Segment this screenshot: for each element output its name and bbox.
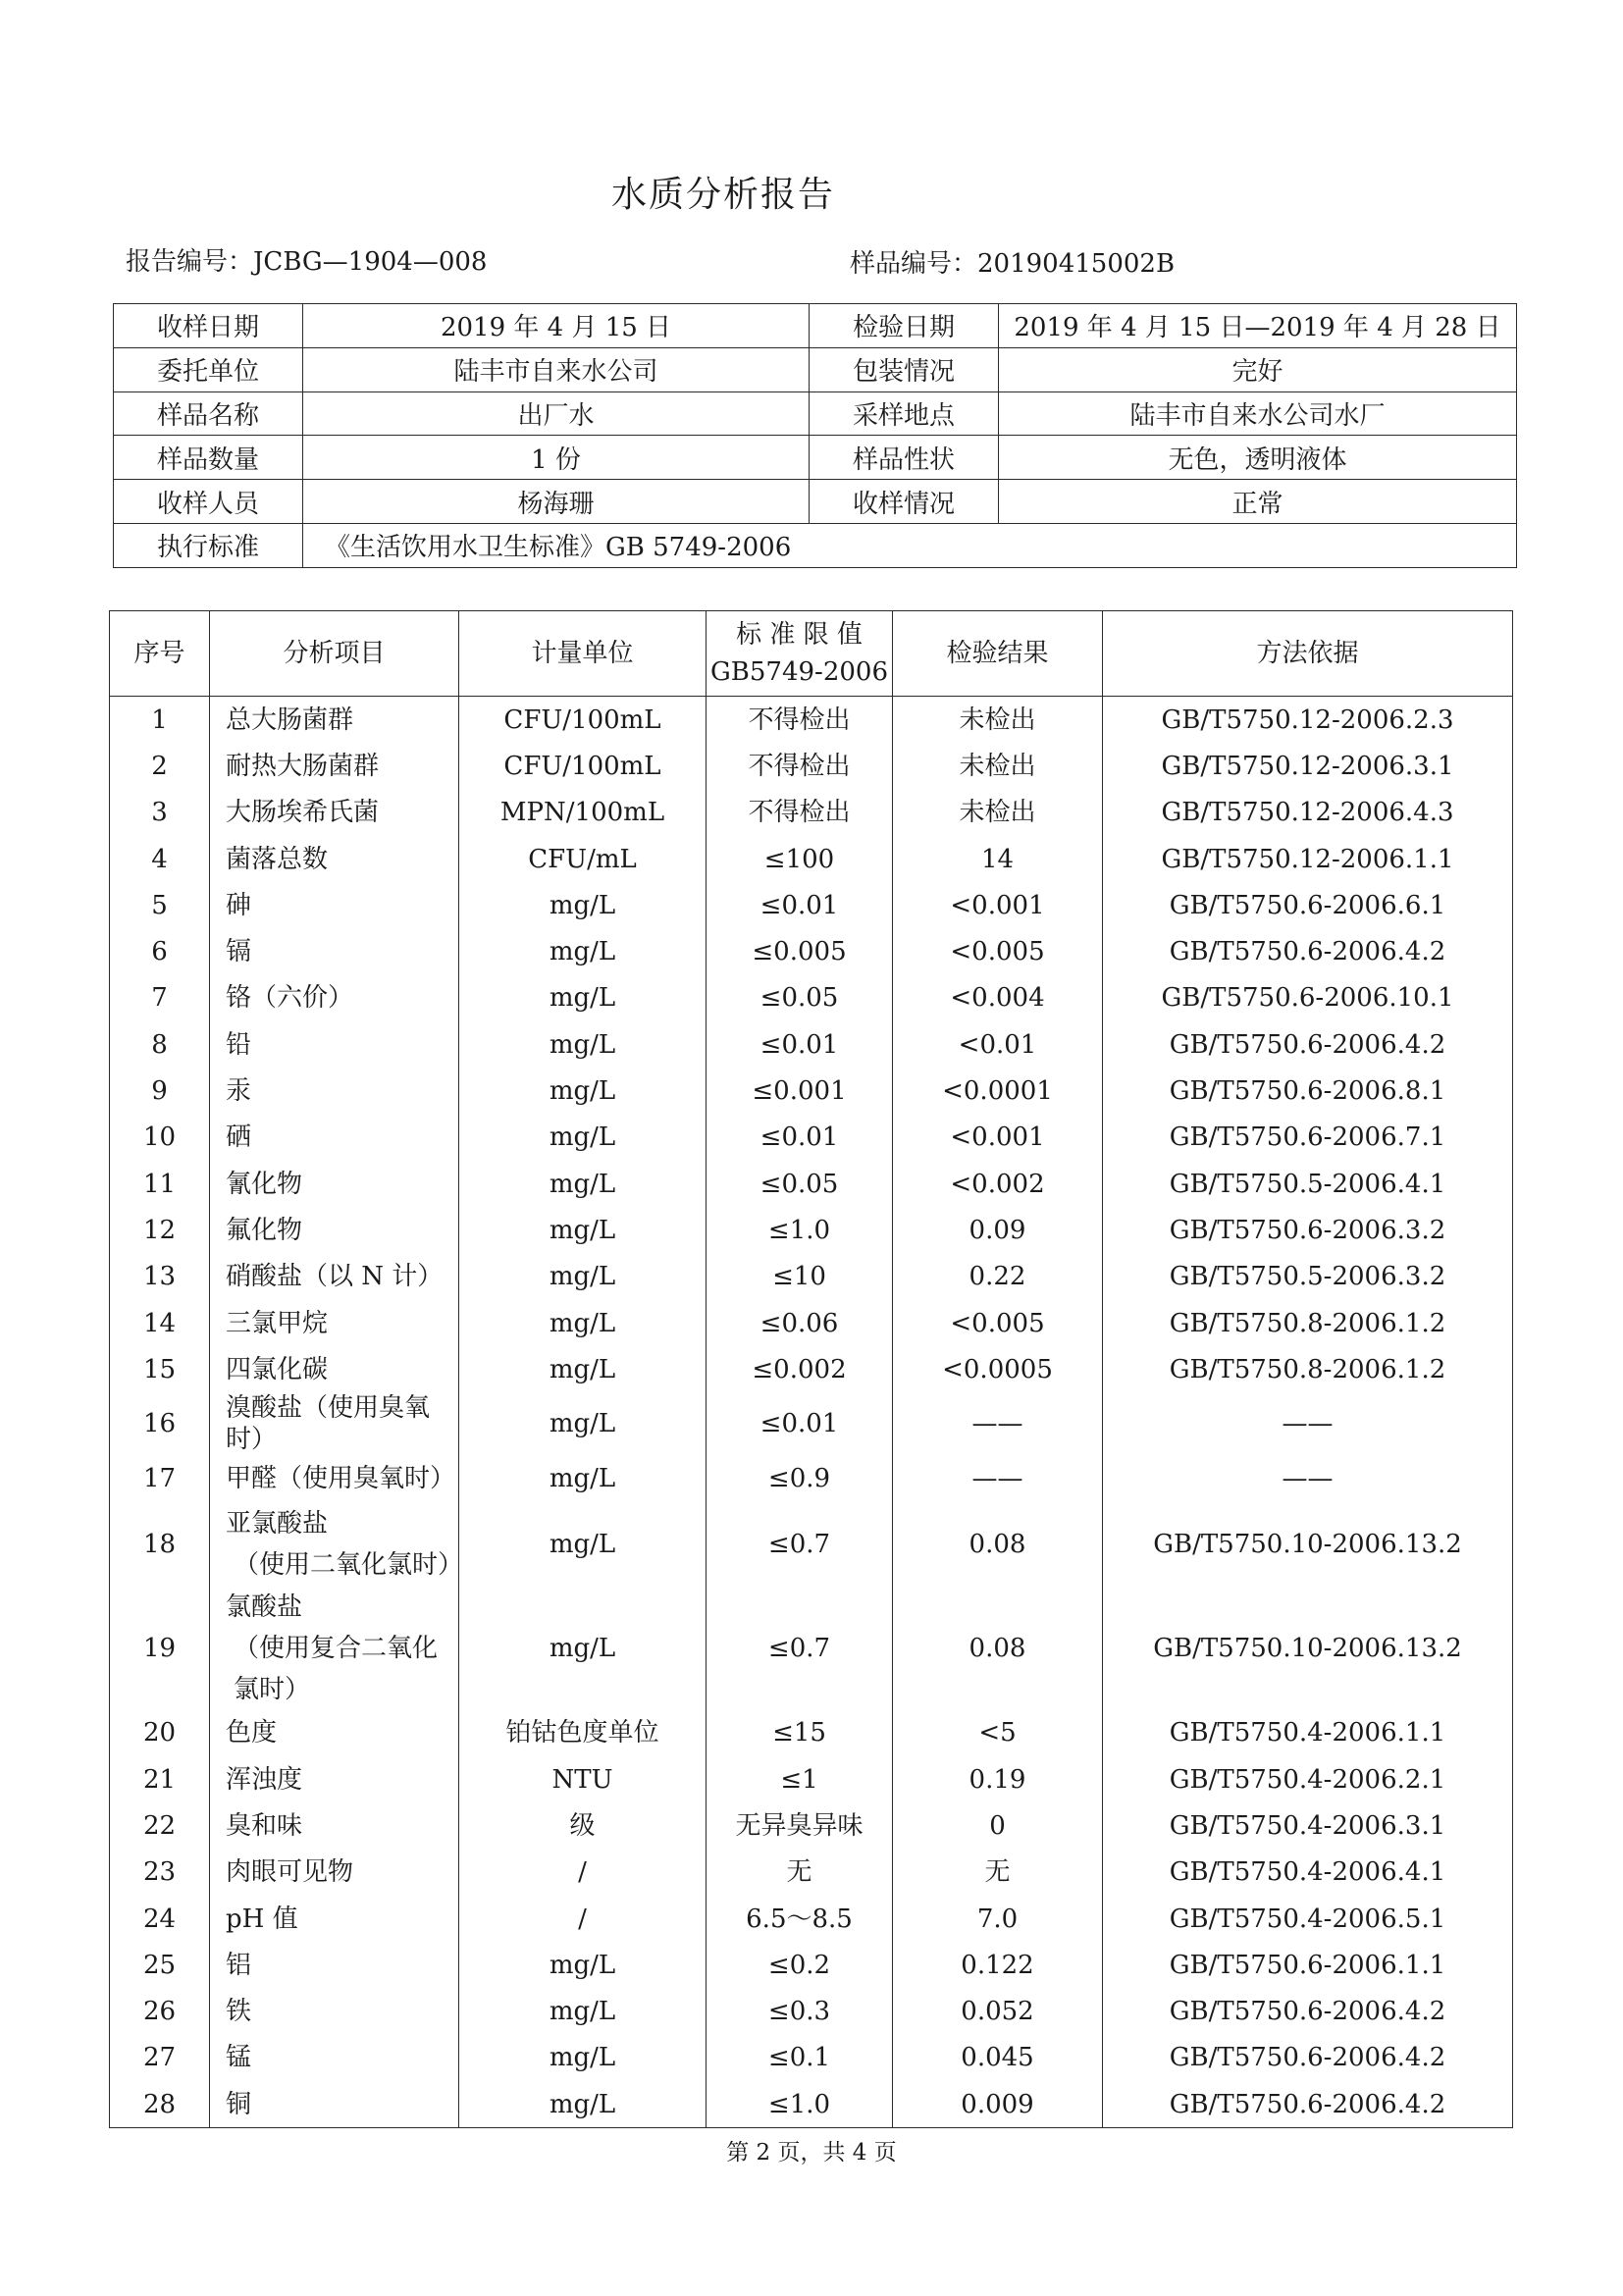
item-name: 氟化物 <box>226 1215 303 1245</box>
cell-method: GB/T5750.5-2006.3.2 <box>1103 1254 1513 1300</box>
cell-unit: mg/L <box>459 1455 707 1501</box>
table-header-row <box>110 611 1513 697</box>
cell-limit: 6.5～8.5 <box>707 1896 893 1942</box>
table-row <box>110 975 1513 1021</box>
item-name: 亚氯酸盐 <box>226 1508 329 1539</box>
cell-no: 9 <box>110 1068 210 1114</box>
cell-no: 24 <box>110 1896 210 1942</box>
item-name: pH 值 <box>226 1904 298 1934</box>
info-value: 正常 <box>999 480 1517 524</box>
cell-limit: ≤1.0 <box>707 2081 893 2128</box>
cell-unit: / <box>459 1896 707 1942</box>
cell-item <box>210 790 459 836</box>
cell-limit: ≤0.2 <box>707 1942 893 1988</box>
cell-no: 11 <box>110 1161 210 1207</box>
cell-result: <0.0005 <box>893 1346 1103 1392</box>
cell-result: <0.0001 <box>893 1068 1103 1114</box>
item-name: 铝 <box>226 1950 252 1980</box>
cell-item <box>210 1756 459 1802</box>
info-label: 检验日期 <box>810 304 999 348</box>
table-row <box>110 1300 1513 1346</box>
cell-no: 25 <box>110 1942 210 1988</box>
cell-unit: mg/L <box>459 1989 707 2035</box>
cell-result: 0.122 <box>893 1942 1103 1988</box>
cell-no: 13 <box>110 1254 210 1300</box>
cell-method: GB/T5750.6-2006.7.1 <box>1103 1115 1513 1161</box>
cell-method: GB/T5750.6-2006.4.2 <box>1103 1989 1513 2035</box>
table-row <box>110 1207 1513 1253</box>
item-name: 菌落总数 <box>226 844 329 874</box>
header-method: 方法依据 <box>1103 611 1513 697</box>
item-name: 锰 <box>226 2043 252 2073</box>
cell-method: GB/T5750.6-2006.10.1 <box>1103 975 1513 1021</box>
item-name: 臭和味 <box>226 1810 303 1841</box>
info-label: 包装情况 <box>810 347 999 391</box>
cell-item <box>210 1455 459 1501</box>
cell-unit: mg/L <box>459 882 707 928</box>
cell-item <box>210 882 459 928</box>
cell-no: 18 <box>110 1502 210 1587</box>
table-row <box>110 790 1513 836</box>
cell-unit: mg/L <box>459 1207 707 1253</box>
cell-unit: mg/L <box>459 1068 707 1114</box>
cell-no: 6 <box>110 928 210 974</box>
info-label: 收样日期 <box>114 304 303 348</box>
header-limit <box>707 611 893 697</box>
header-limit-standard: GB5749-2006 <box>710 657 888 687</box>
cell-no: 4 <box>110 836 210 882</box>
cell-unit: / <box>459 1850 707 1896</box>
cell-item <box>210 697 459 744</box>
table-row <box>110 1710 1513 1756</box>
cell-unit: mg/L <box>459 1021 707 1068</box>
report-title: 水质分析报告 <box>610 175 835 215</box>
header-result: 检验结果 <box>893 611 1103 697</box>
cell-item <box>210 2081 459 2128</box>
info-value: 完好 <box>999 347 1517 391</box>
info-row <box>114 391 1517 436</box>
table-row <box>110 1756 1513 1802</box>
info-value: 陆丰市自来水公司 <box>303 347 810 391</box>
report-number: 报告编号：JCBG—1904—008 <box>126 247 488 277</box>
cell-no: 2 <box>110 743 210 789</box>
cell-item <box>210 1502 464 1587</box>
cell-unit: 级 <box>459 1802 707 1849</box>
cell-no: 17 <box>110 1455 210 1501</box>
table-row <box>110 1392 1513 1455</box>
cell-no: 1 <box>110 697 210 744</box>
cell-no: 20 <box>110 1710 210 1756</box>
cell-unit: MPN/100mL <box>459 790 707 836</box>
item-name: 铅 <box>226 1029 252 1060</box>
cell-method: —— <box>1103 1455 1513 1501</box>
cell-limit: ≤1 <box>707 1756 893 1802</box>
cell-item <box>210 1896 459 1942</box>
cell-unit: 铂钴色度单位 <box>459 1710 707 1756</box>
info-value: 杨海珊 <box>303 480 810 524</box>
table-row <box>110 1161 1513 1207</box>
cell-unit: mg/L <box>459 1254 707 1300</box>
cell-item <box>210 1850 459 1896</box>
cell-limit: ≤0.01 <box>707 1392 893 1455</box>
table-row <box>110 882 1513 928</box>
cell-result: —— <box>893 1455 1103 1501</box>
info-label: 采样地点 <box>810 391 999 436</box>
cell-limit: ≤0.7 <box>707 1587 893 1710</box>
header-item: 分析项目 <box>210 611 459 697</box>
cell-limit: ≤0.005 <box>707 928 893 974</box>
cell-result: <0.005 <box>893 928 1103 974</box>
cell-method: GB/T5750.12-2006.1.1 <box>1103 836 1513 882</box>
cell-unit: mg/L <box>459 1502 707 1587</box>
cell-no: 28 <box>110 2081 210 2128</box>
cell-item <box>210 1802 459 1849</box>
cell-method: GB/T5750.6-2006.6.1 <box>1103 882 1513 928</box>
cell-no: 16 <box>110 1392 210 1455</box>
cell-item <box>210 975 459 1021</box>
cell-limit: ≤0.9 <box>707 1455 893 1501</box>
info-label: 收样人员 <box>114 480 303 524</box>
cell-method: GB/T5750.8-2006.1.2 <box>1103 1300 1513 1346</box>
table-row <box>110 697 1513 744</box>
cell-limit: ≤0.05 <box>707 975 893 1021</box>
page-footer: 第 2 页，共 4 页 <box>726 2140 897 2166</box>
cell-item <box>210 1161 459 1207</box>
cell-item <box>210 1989 459 2035</box>
cell-method: GB/T5750.6-2006.8.1 <box>1103 1068 1513 1114</box>
cell-result: <0.001 <box>893 882 1103 928</box>
cell-no: 10 <box>110 1115 210 1161</box>
cell-limit: 无异臭异味 <box>707 1802 893 1849</box>
cell-method: GB/T5750.10-2006.13.2 <box>1103 1502 1513 1587</box>
table-row <box>110 1115 1513 1161</box>
item-name: 砷 <box>226 890 252 920</box>
cell-result: 14 <box>893 836 1103 882</box>
cell-result: <5 <box>893 1710 1103 1756</box>
cell-no: 5 <box>110 882 210 928</box>
cell-no: 19 <box>110 1587 210 1710</box>
cell-unit: mg/L <box>459 1115 707 1161</box>
cell-limit: ≤0.3 <box>707 1989 893 2035</box>
item-name: 铜 <box>226 2089 252 2119</box>
cell-no: 23 <box>110 1850 210 1896</box>
info-label: 委托单位 <box>114 347 303 391</box>
cell-result: 0.22 <box>893 1254 1103 1300</box>
cell-unit: CFU/100mL <box>459 743 707 789</box>
cell-method: GB/T5750.4-2006.2.1 <box>1103 1756 1513 1802</box>
cell-result: 未检出 <box>893 743 1103 789</box>
table-row <box>110 1802 1513 1849</box>
cell-unit: mg/L <box>459 2035 707 2081</box>
cell-method: —— <box>1103 1392 1513 1455</box>
cell-no: 14 <box>110 1300 210 1346</box>
cell-result: 无 <box>893 1850 1103 1896</box>
cell-result: 0.009 <box>893 2081 1103 2128</box>
cell-unit: mg/L <box>459 1587 707 1710</box>
cell-limit: 不得检出 <box>707 697 893 744</box>
item-name: 铁 <box>226 1997 252 2027</box>
cell-limit: ≤0.05 <box>707 1161 893 1207</box>
item-name: 硝酸盐（以 N 计） <box>226 1262 444 1292</box>
table-row <box>110 1068 1513 1114</box>
item-condition: （使用复合二氧化氯时） <box>234 1633 439 1704</box>
cell-item <box>210 1346 459 1392</box>
cell-limit: ≤0.002 <box>707 1346 893 1392</box>
cell-method: GB/T5750.4-2006.4.1 <box>1103 1850 1513 1896</box>
cell-unit: CFU/mL <box>459 836 707 882</box>
cell-unit: CFU/100mL <box>459 697 707 744</box>
cell-item <box>210 1207 459 1253</box>
cell-method: GB/T5750.8-2006.1.2 <box>1103 1346 1513 1392</box>
cell-item <box>210 1587 459 1710</box>
cell-item <box>210 928 459 974</box>
cell-no: 3 <box>110 790 210 836</box>
item-name: 大肠埃希氏菌 <box>226 798 380 828</box>
info-standard-value: 《生活饮用水卫生标准》GB 5749-2006 <box>303 523 1517 567</box>
item-name: 溴酸盐（使用臭氧时） <box>226 1393 431 1455</box>
cell-result: 0 <box>893 1802 1103 1849</box>
table-row <box>110 1254 1513 1300</box>
sample-number: 样品编号：20190415002B <box>850 249 1176 279</box>
item-name: 色度 <box>226 1718 278 1748</box>
cell-no: 26 <box>110 1989 210 2035</box>
cell-item <box>210 1068 459 1114</box>
cell-limit: ≤15 <box>707 1710 893 1756</box>
header-unit: 计量单位 <box>459 611 707 697</box>
item-name: 总大肠菌群 <box>226 704 354 735</box>
info-label: 样品名称 <box>114 391 303 436</box>
info-value: 1 份 <box>303 436 810 480</box>
cell-result: 0.052 <box>893 1989 1103 2035</box>
sample-info-table <box>113 303 1517 568</box>
cell-unit: mg/L <box>459 975 707 1021</box>
info-label: 样品性状 <box>810 436 999 480</box>
item-name: 硒 <box>226 1122 252 1153</box>
cell-limit: 无 <box>707 1850 893 1896</box>
cell-method: GB/T5750.12-2006.4.3 <box>1103 790 1513 836</box>
info-value: 2019 年 4 月 15 日 <box>303 304 810 348</box>
cell-result: <0.004 <box>893 975 1103 1021</box>
cell-no: 21 <box>110 1756 210 1802</box>
table-row <box>110 1455 1513 1501</box>
cell-no: 27 <box>110 2035 210 2081</box>
cell-no: 15 <box>110 1346 210 1392</box>
cell-result: 未检出 <box>893 697 1103 744</box>
cell-method: GB/T5750.4-2006.5.1 <box>1103 1896 1513 1942</box>
cell-result: 0.09 <box>893 1207 1103 1253</box>
cell-limit: ≤100 <box>707 836 893 882</box>
cell-no: 8 <box>110 1021 210 1068</box>
cell-result: —— <box>893 1392 1103 1455</box>
cell-limit: ≤0.06 <box>707 1300 893 1346</box>
cell-unit: mg/L <box>459 1346 707 1392</box>
table-row <box>110 1896 1513 1942</box>
table-row <box>110 2035 1513 2081</box>
cell-method: GB/T5750.6-2006.4.2 <box>1103 2035 1513 2081</box>
cell-item <box>210 743 459 789</box>
table-row <box>110 1850 1513 1896</box>
cell-method: GB/T5750.6-2006.3.2 <box>1103 1207 1513 1253</box>
cell-limit: ≤0.7 <box>707 1502 893 1587</box>
cell-item <box>210 1710 459 1756</box>
cell-result: 7.0 <box>893 1896 1103 1942</box>
item-name: 肉眼可见物 <box>226 1857 354 1888</box>
cell-unit: NTU <box>459 1756 707 1802</box>
info-row <box>114 347 1517 391</box>
item-name: 氰化物 <box>226 1169 303 1199</box>
table-row <box>110 1021 1513 1068</box>
info-label: 收样情况 <box>810 480 999 524</box>
info-row <box>114 480 1517 524</box>
cell-limit: ≤0.01 <box>707 882 893 928</box>
info-label: 样品数量 <box>114 436 303 480</box>
cell-limit: ≤0.01 <box>707 1115 893 1161</box>
info-value: 陆丰市自来水公司水厂 <box>999 391 1517 436</box>
table-row <box>110 928 1513 974</box>
cell-item <box>210 1942 459 1988</box>
item-condition: （使用二氧化氯时） <box>234 1549 464 1580</box>
table-row <box>110 1346 1513 1392</box>
cell-method: GB/T5750.6-2006.4.2 <box>1103 2081 1513 2128</box>
header-no: 序号 <box>110 611 210 697</box>
cell-result: 0.045 <box>893 2035 1103 2081</box>
cell-result: 0.19 <box>893 1756 1103 1802</box>
cell-unit: mg/L <box>459 928 707 974</box>
item-name: 浑浊度 <box>226 1764 303 1795</box>
cell-result: 未检出 <box>893 790 1103 836</box>
cell-unit: mg/L <box>459 1392 707 1455</box>
cell-item <box>210 1254 459 1300</box>
header-limit-label: 标 准 限 值 <box>736 620 863 650</box>
cell-method: GB/T5750.5-2006.4.1 <box>1103 1161 1513 1207</box>
cell-item <box>210 1115 459 1161</box>
info-value: 出厂水 <box>303 391 810 436</box>
cell-method: GB/T5750.12-2006.3.1 <box>1103 743 1513 789</box>
cell-method: GB/T5750.6-2006.1.1 <box>1103 1942 1513 1988</box>
cell-method: GB/T5750.6-2006.4.2 <box>1103 1021 1513 1068</box>
cell-unit: mg/L <box>459 1161 707 1207</box>
cell-method: GB/T5750.10-2006.13.2 <box>1103 1587 1513 1710</box>
cell-result: <0.005 <box>893 1300 1103 1346</box>
item-name: 铬（六价） <box>226 983 354 1014</box>
cell-item <box>210 1021 459 1068</box>
cell-item <box>210 836 459 882</box>
item-name: 氯酸盐 <box>226 1592 303 1622</box>
table-row <box>110 1502 1513 1587</box>
table-row <box>110 1587 1513 1710</box>
cell-method: GB/T5750.4-2006.3.1 <box>1103 1802 1513 1849</box>
cell-limit: ≤0.01 <box>707 1021 893 1068</box>
cell-no: 22 <box>110 1802 210 1849</box>
cell-limit: ≤0.001 <box>707 1068 893 1114</box>
table-row <box>110 2081 1513 2128</box>
item-name: 汞 <box>226 1076 252 1107</box>
info-value: 2019 年 4 月 15 日—2019 年 4 月 28 日 <box>999 304 1517 348</box>
cell-item <box>210 1392 459 1455</box>
cell-limit: ≤0.1 <box>707 2035 893 2081</box>
cell-result: 0.08 <box>893 1502 1103 1587</box>
table-row <box>110 1942 1513 1988</box>
cell-item <box>210 1300 459 1346</box>
item-name: 耐热大肠菌群 <box>226 751 380 781</box>
analysis-results-table <box>109 610 1513 2128</box>
table-row <box>110 836 1513 882</box>
info-row-standard <box>114 523 1517 567</box>
cell-method: GB/T5750.4-2006.1.1 <box>1103 1710 1513 1756</box>
cell-item <box>210 2035 459 2081</box>
cell-limit: ≤10 <box>707 1254 893 1300</box>
cell-result: <0.001 <box>893 1115 1103 1161</box>
cell-method: GB/T5750.6-2006.4.2 <box>1103 928 1513 974</box>
cell-result: <0.002 <box>893 1161 1103 1207</box>
cell-limit: ≤1.0 <box>707 1207 893 1253</box>
info-label: 执行标准 <box>114 523 303 567</box>
info-value: 无色，透明液体 <box>999 436 1517 480</box>
cell-unit: mg/L <box>459 2081 707 2128</box>
cell-limit: 不得检出 <box>707 743 893 789</box>
info-row <box>114 436 1517 480</box>
cell-method: GB/T5750.12-2006.2.3 <box>1103 697 1513 744</box>
cell-unit: mg/L <box>459 1300 707 1346</box>
item-name: 镉 <box>226 937 252 967</box>
cell-unit: mg/L <box>459 1942 707 1988</box>
cell-no: 7 <box>110 975 210 1021</box>
table-row <box>110 1989 1513 2035</box>
cell-no: 12 <box>110 1207 210 1253</box>
table-row <box>110 743 1513 789</box>
cell-limit: 不得检出 <box>707 790 893 836</box>
item-name: 三氯甲烷 <box>226 1308 329 1338</box>
cell-result: 0.08 <box>893 1587 1103 1710</box>
item-name: 甲醛（使用臭氧时） <box>226 1464 456 1494</box>
cell-result: <0.01 <box>893 1021 1103 1068</box>
item-name: 四氯化碳 <box>226 1354 329 1384</box>
info-row <box>114 304 1517 348</box>
